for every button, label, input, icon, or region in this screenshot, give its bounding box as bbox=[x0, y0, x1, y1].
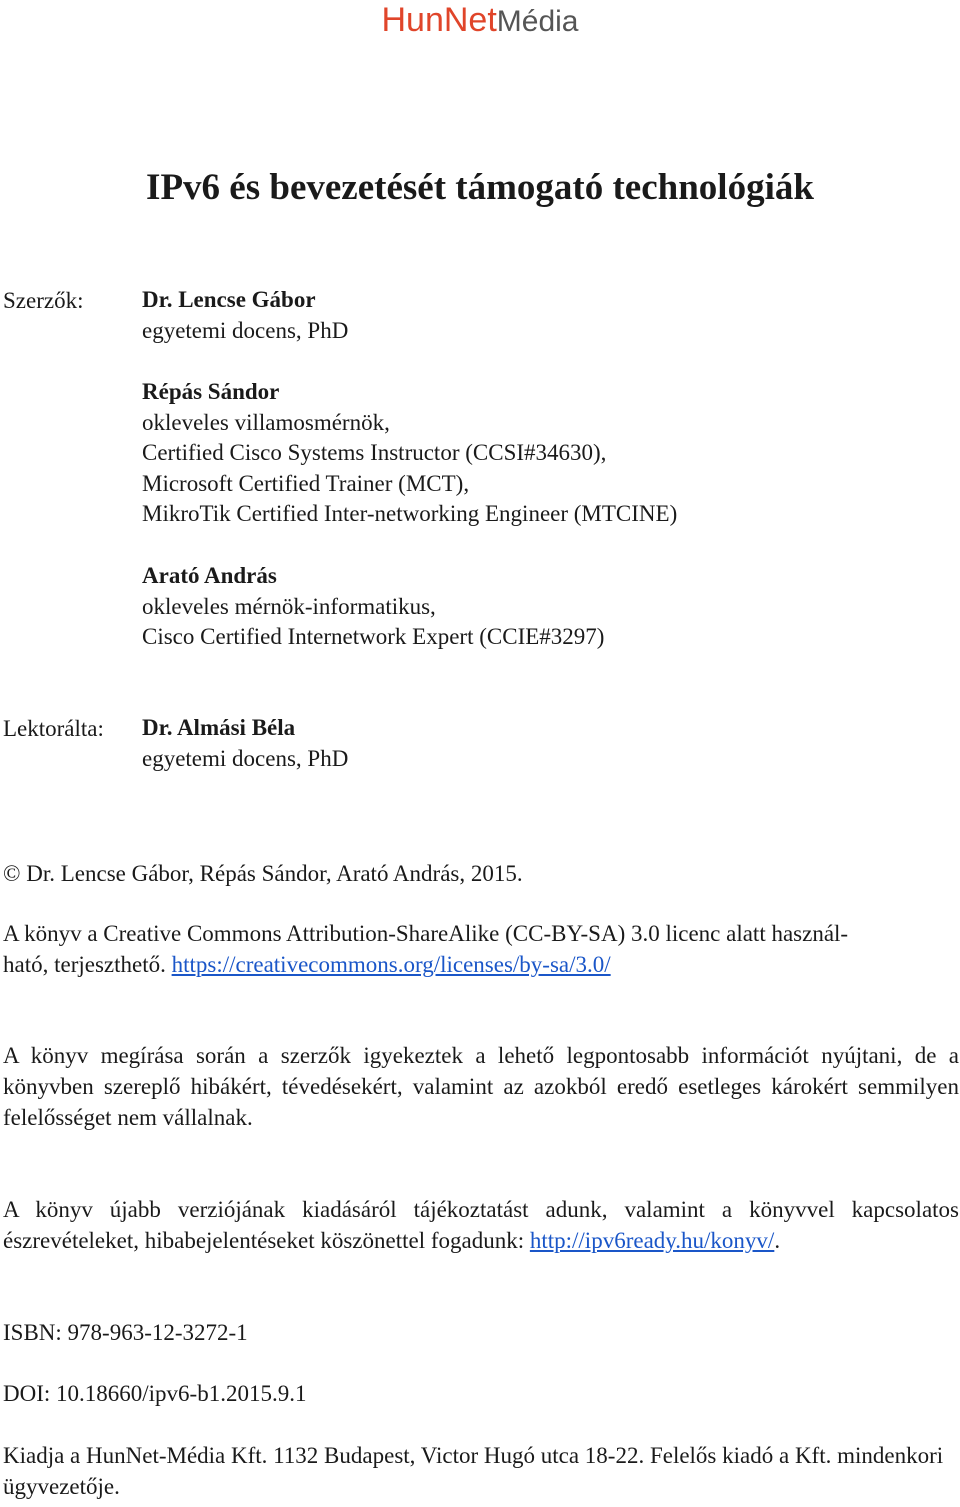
author-title-line: Cisco Certified Internetwork Expert (CCIE#3297) bbox=[142, 624, 605, 649]
copyright-notice: © Dr. Lencse Gábor, Répás Sándor, Arató András, 2015. bbox=[3, 861, 523, 886]
page-title: IPv6 és bevezetését támogató technológiák bbox=[146, 167, 814, 208]
author-title-line: egyetemi docens, PhD bbox=[142, 317, 349, 343]
doi: DOI: 10.18660/ipv6-b1.2015.9.1 bbox=[3, 1381, 307, 1406]
publisher-logo bbox=[0, 0, 960, 42]
reviewer-title-line: egyetemi docens, PhD bbox=[142, 745, 349, 771]
isbn: ISBN: 978-963-12-3272-1 bbox=[3, 1320, 248, 1345]
author-block-3 bbox=[142, 561, 604, 653]
author-title-line: okleveles villamosmérnök, bbox=[142, 409, 390, 435]
author-name: Arató András bbox=[142, 563, 277, 588]
author-title-line: Certified Cisco Systems Instructor (CCSI#34630), bbox=[142, 440, 607, 465]
author-name: Répás Sándor bbox=[142, 379, 280, 404]
feedback-paragraph bbox=[3, 1194, 959, 1256]
author-title-line: Microsoft Certified Trainer (MCT), bbox=[142, 470, 470, 496]
author-block-2 bbox=[142, 377, 677, 530]
author-title-line: MikroTik Certified Inter-networking Engineer (MTCINE) bbox=[142, 501, 678, 526]
reviewer-name: Dr. Almási Béla bbox=[142, 715, 296, 740]
author-name: Dr. Lencse Gábor bbox=[142, 287, 316, 312]
reviewer-label: Lektorálta: bbox=[3, 716, 104, 741]
license-paragraph bbox=[3, 918, 959, 980]
license-text-line-1: A könyv a Creative Commons Attribution-ShareAlike (CC-BY-SA) 3.0 licenc alatt használ- bbox=[3, 921, 849, 946]
logo-text-hunnet: HunNet bbox=[381, 1, 497, 39]
license-link[interactable]: https://creativecommons.org/licenses/by-sa/3.0/ bbox=[171, 952, 611, 977]
feedback-link[interactable]: http://ipv6ready.hu/konyv/ bbox=[529, 1228, 775, 1253]
feedback-end: . bbox=[774, 1228, 781, 1253]
logo-text-media: Média bbox=[496, 5, 579, 38]
publisher-info: Kiadja a HunNet-Média Kft. 1132 Budapest, Victor Hugó utca 18-22. Felelős kiadó a Kft. mindenkori ügyvezetője. bbox=[3, 1443, 944, 1499]
license-text-line-2: ható, terjeszthető. bbox=[3, 952, 172, 977]
authors-label: Szerzők: bbox=[3, 288, 84, 313]
feedback-text: A könyv újabb verziójának kiadásáról tájékoztatást adunk, valamint a könyvvel kapcsolatos észrevételeket, hibabejelentéseket köszönettel fogadunk: bbox=[3, 1197, 959, 1253]
reviewer-block bbox=[142, 713, 348, 774]
author-block-1 bbox=[142, 285, 348, 346]
disclaimer-paragraph: A könyv megírása során a szerzők igyekeztek a lehető legpontosabb információt nyújtani, de a könyvben szereplő hibákért, tévedésekért, valamint az azokból eredő esetleges károkért semmilyen felelősséget nem vállalnak. bbox=[3, 1043, 959, 1130]
author-title-line: okleveles mérnök-informatikus, bbox=[142, 593, 436, 619]
